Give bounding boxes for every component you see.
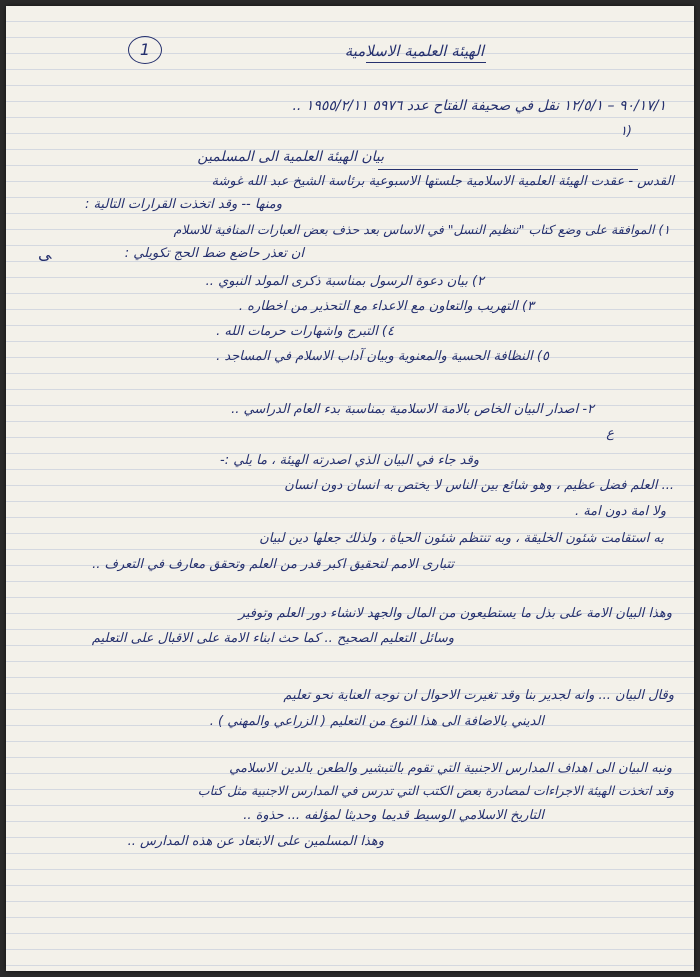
line-23: وهذا المسلمين على الابتعاد عن هذه المدارس .. xyxy=(127,834,384,849)
document-page xyxy=(6,6,694,971)
title-underline xyxy=(378,169,638,170)
line-18: وقال البيان ... وانه لجدير بنا وقد تغيرت الاحوال ان نوجه العناية نحو تعليم xyxy=(283,688,674,703)
line-16: وهذا البيان الامة على بذل ما يستطيعون من المال والجهد لانشاء دور العلم وتوفير xyxy=(238,606,672,621)
line-1: القدس - عقدت الهيئة العلمية الاسلامية جلستها الاسبوعية برئاسة الشيخ عبد الله غوشة xyxy=(211,174,674,189)
page-number: 1 xyxy=(128,36,162,64)
line-8: ٥) النظافة الحسية والمعنوية وبيان آداب الاسلام في المساجد . xyxy=(216,349,549,364)
line-20: ونبه البيان الى اهداف المدارس الاجنبية التي تقوم بالتبشير والطعن بالدين الاسلامي xyxy=(229,761,672,776)
line-17: وسائل التعليم الصحيح .. كما حث ابناء الامة على الاقبال على التعليم xyxy=(91,631,454,646)
line-title: بيان الهيئة العلمية الى المسلمين xyxy=(197,149,384,165)
line-3: ١) الموافقة على وضع كتاب "تنظيم النسل" في الاساس بعد حذف بعض العبارات المنافية للاسلام xyxy=(173,222,670,237)
item-marker: ١) xyxy=(619,124,632,139)
margin-mark: ﻰ xyxy=(38,244,52,263)
date-line: ٩٠/١٧/١ – ١٢/٥/١ نقل في صحيفة الفتاح عدد ٥٩٧٦ ١٩٥٥/٢/١١ .. xyxy=(292,98,666,114)
line-5: ٢) بيان دعوة الرسول بمناسبة ذكرى المولد النبوي .. xyxy=(205,274,484,289)
line-6: ٣) التهريب والتعاون مع الاعداء مع التحذير من اخطاره . xyxy=(238,299,534,314)
line-4: ان تعذر حاضع ضط الحج تكويلي : xyxy=(124,246,304,261)
line-11: وقد جاء في البيان الذي اصدرته الهيئة ، ما يلي :- xyxy=(220,453,479,468)
line-21: وقد اتخذت الهيئة الاجراءات لمصادرة بعض الكتب التي تدرس في المدارس الاجنبية مثل كتاب xyxy=(197,783,674,798)
line-2: ومنها -- وقد اتخذت القرارات التالية : xyxy=(84,197,282,212)
line-19: الديني بالاضافة الى هذا النوع من التعليم ( الزراعي والمهني ) . xyxy=(209,714,544,729)
header-underline xyxy=(366,62,486,63)
line-9: ٢- اصدار البيان الخاص بالامة الاسلامية بمناسبة بدء العام الدراسي .. xyxy=(231,402,594,417)
line-22: التاريخ الاسلامي الوسيط قديما وحديثا لمؤلفه ... حذوة .. xyxy=(243,808,544,823)
line-15: تتبارى الامم لتحقيق اكبر قدر من العلم وتحقق معارف في التعرف .. xyxy=(92,557,454,572)
line-13: ولا امة دون امة . xyxy=(574,504,666,519)
document-header: الهيئة العلمية الاسلامية xyxy=(344,42,484,60)
line-14: به استقامت شئون الخليقة ، وبه تنتظم شئون الحياة ، ولذلك جعلها دين لبيان xyxy=(259,531,664,546)
line-12: ... العلم فضل عظيم ، وهو شائع بين الناس لا يختص به انسان دون انسان xyxy=(284,478,674,493)
line-7: ٤) التبرج واشهارات حرمات الله . xyxy=(216,324,394,339)
line-10: ع xyxy=(606,426,614,441)
